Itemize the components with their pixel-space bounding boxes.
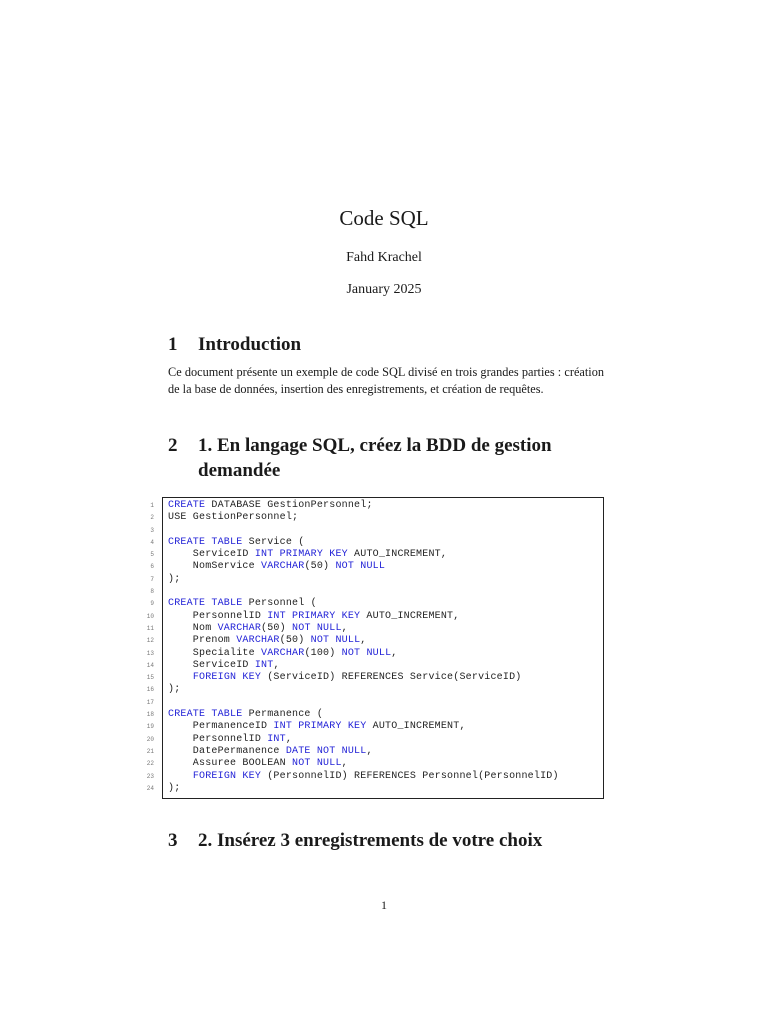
- section-heading-insert-records: [168, 828, 608, 853]
- code-line-number: 3: [150, 526, 154, 534]
- code-token: );: [168, 684, 181, 696]
- sql-keyword: CREATE TABLE: [168, 709, 243, 721]
- code-line: [120, 500, 600, 512]
- code-line: [120, 512, 600, 524]
- sql-keyword: CREATE TABLE: [168, 598, 243, 610]
- code-token: ,: [285, 733, 293, 745]
- code-line-number: 17: [146, 698, 154, 706]
- code-token: Personnel (: [242, 598, 317, 610]
- code-line-number: 4: [150, 538, 154, 546]
- code-line: [120, 746, 600, 758]
- code-line-text: [168, 549, 447, 561]
- section-title: Introduction: [198, 334, 302, 355]
- code-line: [120, 635, 600, 647]
- code-token: DATABASE GestionPersonnel;: [205, 500, 373, 511]
- page-number: 1: [381, 898, 387, 912]
- code-token: [168, 672, 193, 683]
- code-line-text: [168, 635, 366, 647]
- code-token: );: [168, 573, 181, 585]
- section-title: 2. Insérez 3 enregistrements de votre choix: [198, 830, 543, 851]
- code-token: (50): [261, 622, 293, 634]
- code-token: ,: [360, 635, 367, 647]
- section-heading-create-database: [168, 433, 608, 483]
- code-line-number: 11: [146, 624, 154, 632]
- code-token: );: [168, 782, 181, 794]
- code-token: (50): [304, 561, 336, 573]
- code-line-number: 24: [146, 784, 154, 792]
- code-line: [120, 537, 600, 549]
- sql-keyword: INT: [267, 733, 286, 745]
- sql-keyword: FOREIGN KEY: [192, 672, 262, 684]
- sql-keyword: NOT NULL: [292, 622, 342, 634]
- code-line-text: [168, 561, 385, 573]
- code-line-text: [168, 537, 304, 549]
- code-line-text: [168, 512, 298, 524]
- sql-keyword: NOT NULL: [292, 758, 342, 770]
- code-line-text: [168, 672, 521, 684]
- section-heading-introduction: [168, 332, 608, 357]
- code-token: PersonnelID: [168, 610, 268, 622]
- code-line-text: [168, 746, 373, 758]
- section-number: 3: [168, 830, 178, 851]
- code-line-text: [168, 758, 348, 770]
- code-token: ,: [273, 659, 280, 671]
- code-token: USE GestionPersonnel;: [168, 512, 299, 524]
- code-line-text: [168, 574, 180, 586]
- code-token: AUTO_INCREMENT,: [347, 549, 448, 561]
- code-line-text: [168, 684, 180, 696]
- code-token: NomService: [168, 561, 262, 573]
- sql-keyword: VARCHAR: [217, 622, 262, 634]
- code-line-number: 12: [146, 637, 154, 645]
- code-token: ,: [366, 745, 373, 757]
- code-token: PersonnelID: [168, 733, 268, 745]
- code-line: [120, 697, 600, 709]
- code-line-number: 9: [150, 600, 154, 608]
- code-line-number: 5: [150, 551, 154, 559]
- code-line-number: 23: [146, 772, 154, 780]
- code-line: [120, 734, 600, 746]
- code-token: ServiceID: [168, 549, 255, 561]
- code-token: DatePermanence: [168, 745, 286, 757]
- code-line-number: 21: [146, 747, 154, 755]
- code-line-text: [168, 709, 323, 721]
- code-line-number: 22: [146, 760, 154, 768]
- sql-keyword: INT: [254, 659, 274, 671]
- code-line-text: [168, 648, 397, 660]
- code-line: [120, 771, 600, 783]
- code-line-text: [168, 771, 559, 783]
- sql-keyword: VARCHAR: [236, 635, 280, 647]
- code-line-text: [168, 783, 180, 795]
- code-line-number: 6: [150, 563, 154, 571]
- code-token: (ServiceID) REFERENCES Service(ServiceID): [261, 672, 522, 684]
- code-line: [120, 684, 600, 696]
- code-line: [120, 623, 600, 635]
- code-token: Assuree BOOLEAN: [168, 758, 293, 770]
- code-token: (50): [279, 635, 311, 647]
- sql-keyword: CREATE: [168, 500, 206, 511]
- code-line: [120, 598, 600, 610]
- code-line-text: [168, 611, 459, 623]
- code-token: [168, 771, 193, 782]
- intro-paragraph: Ce document présente un exemple de code SQL divisé en trois grandes parties : création de la base de données, insertion des enregistrements, et création de requêtes.: [168, 365, 604, 397]
- code-token: Permanence (: [242, 709, 324, 721]
- code-line: [120, 709, 600, 721]
- sql-keyword: INT PRIMARY KEY: [254, 549, 348, 561]
- code-line: [120, 648, 600, 660]
- code-line: [120, 611, 600, 623]
- code-line: [120, 525, 600, 537]
- code-line-number: 16: [146, 686, 154, 694]
- code-token: ,: [341, 622, 348, 634]
- code-line-number: 18: [146, 711, 154, 719]
- code-token: Prenom: [168, 635, 237, 647]
- code-line-number: 15: [146, 674, 154, 682]
- sql-keyword: INT PRIMARY KEY: [267, 610, 361, 622]
- document-date: January 2025: [346, 282, 422, 297]
- sql-keyword: CREATE TABLE: [168, 536, 243, 548]
- code-token: ServiceID: [168, 659, 255, 671]
- code-line-number: 2: [150, 514, 154, 522]
- code-line-number: 19: [146, 723, 154, 731]
- code-line: [120, 549, 600, 561]
- code-line-number: 13: [146, 649, 154, 657]
- code-line: [120, 586, 600, 598]
- document-author: Fahd Krachel: [346, 250, 422, 265]
- document-title: Code SQL: [339, 206, 429, 230]
- code-token: AUTO_INCREMENT,: [366, 721, 466, 733]
- code-line-number: 20: [146, 735, 154, 743]
- code-token: PermanenceID: [168, 721, 274, 733]
- code-line-number: 8: [150, 588, 154, 596]
- code-token: AUTO_INCREMENT,: [360, 610, 460, 622]
- code-line: [120, 561, 600, 573]
- code-token: ,: [341, 758, 348, 770]
- sql-keyword: DATE NOT NULL: [285, 745, 367, 757]
- code-line: [120, 721, 600, 733]
- code-token: Service (: [242, 536, 305, 548]
- sql-keyword: FOREIGN KEY: [192, 770, 262, 782]
- code-line: [120, 574, 600, 586]
- code-line-number: 1: [150, 502, 154, 509]
- code-token: (PersonnelID) REFERENCES Personnel(PersonnelID): [261, 770, 559, 782]
- code-token: Nom: [168, 622, 218, 634]
- code-line: [120, 660, 600, 672]
- code-line: [120, 672, 600, 684]
- code-line-text: [168, 734, 292, 746]
- code-line-text: [168, 500, 373, 512]
- section-title: 1. En langage SQL, créez la BDD de gestion demandée: [198, 435, 552, 481]
- code-line: [120, 783, 600, 795]
- sql-keyword: VARCHAR: [261, 647, 305, 659]
- code-line: [120, 758, 600, 770]
- code-token: (100): [304, 647, 342, 659]
- code-token: ,: [391, 647, 398, 659]
- code-token: Specialite: [168, 647, 262, 659]
- code-line-text: [168, 598, 317, 610]
- code-line-text: [168, 721, 466, 733]
- code-line-number: 7: [150, 575, 154, 583]
- code-listing: [120, 500, 600, 795]
- code-line-number: 14: [146, 661, 154, 669]
- code-line-text: [168, 660, 280, 672]
- sql-keyword: NOT NULL: [310, 635, 361, 647]
- section-number: 2: [168, 435, 178, 456]
- sql-keyword: VARCHAR: [261, 561, 305, 573]
- sql-keyword: NOT NULL: [341, 647, 392, 659]
- code-line-number: 10: [146, 612, 154, 620]
- code-line-text: [168, 623, 348, 635]
- sql-keyword: INT PRIMARY KEY: [273, 721, 367, 733]
- sql-keyword: NOT NULL: [335, 561, 386, 573]
- section-number: 1: [168, 334, 178, 355]
